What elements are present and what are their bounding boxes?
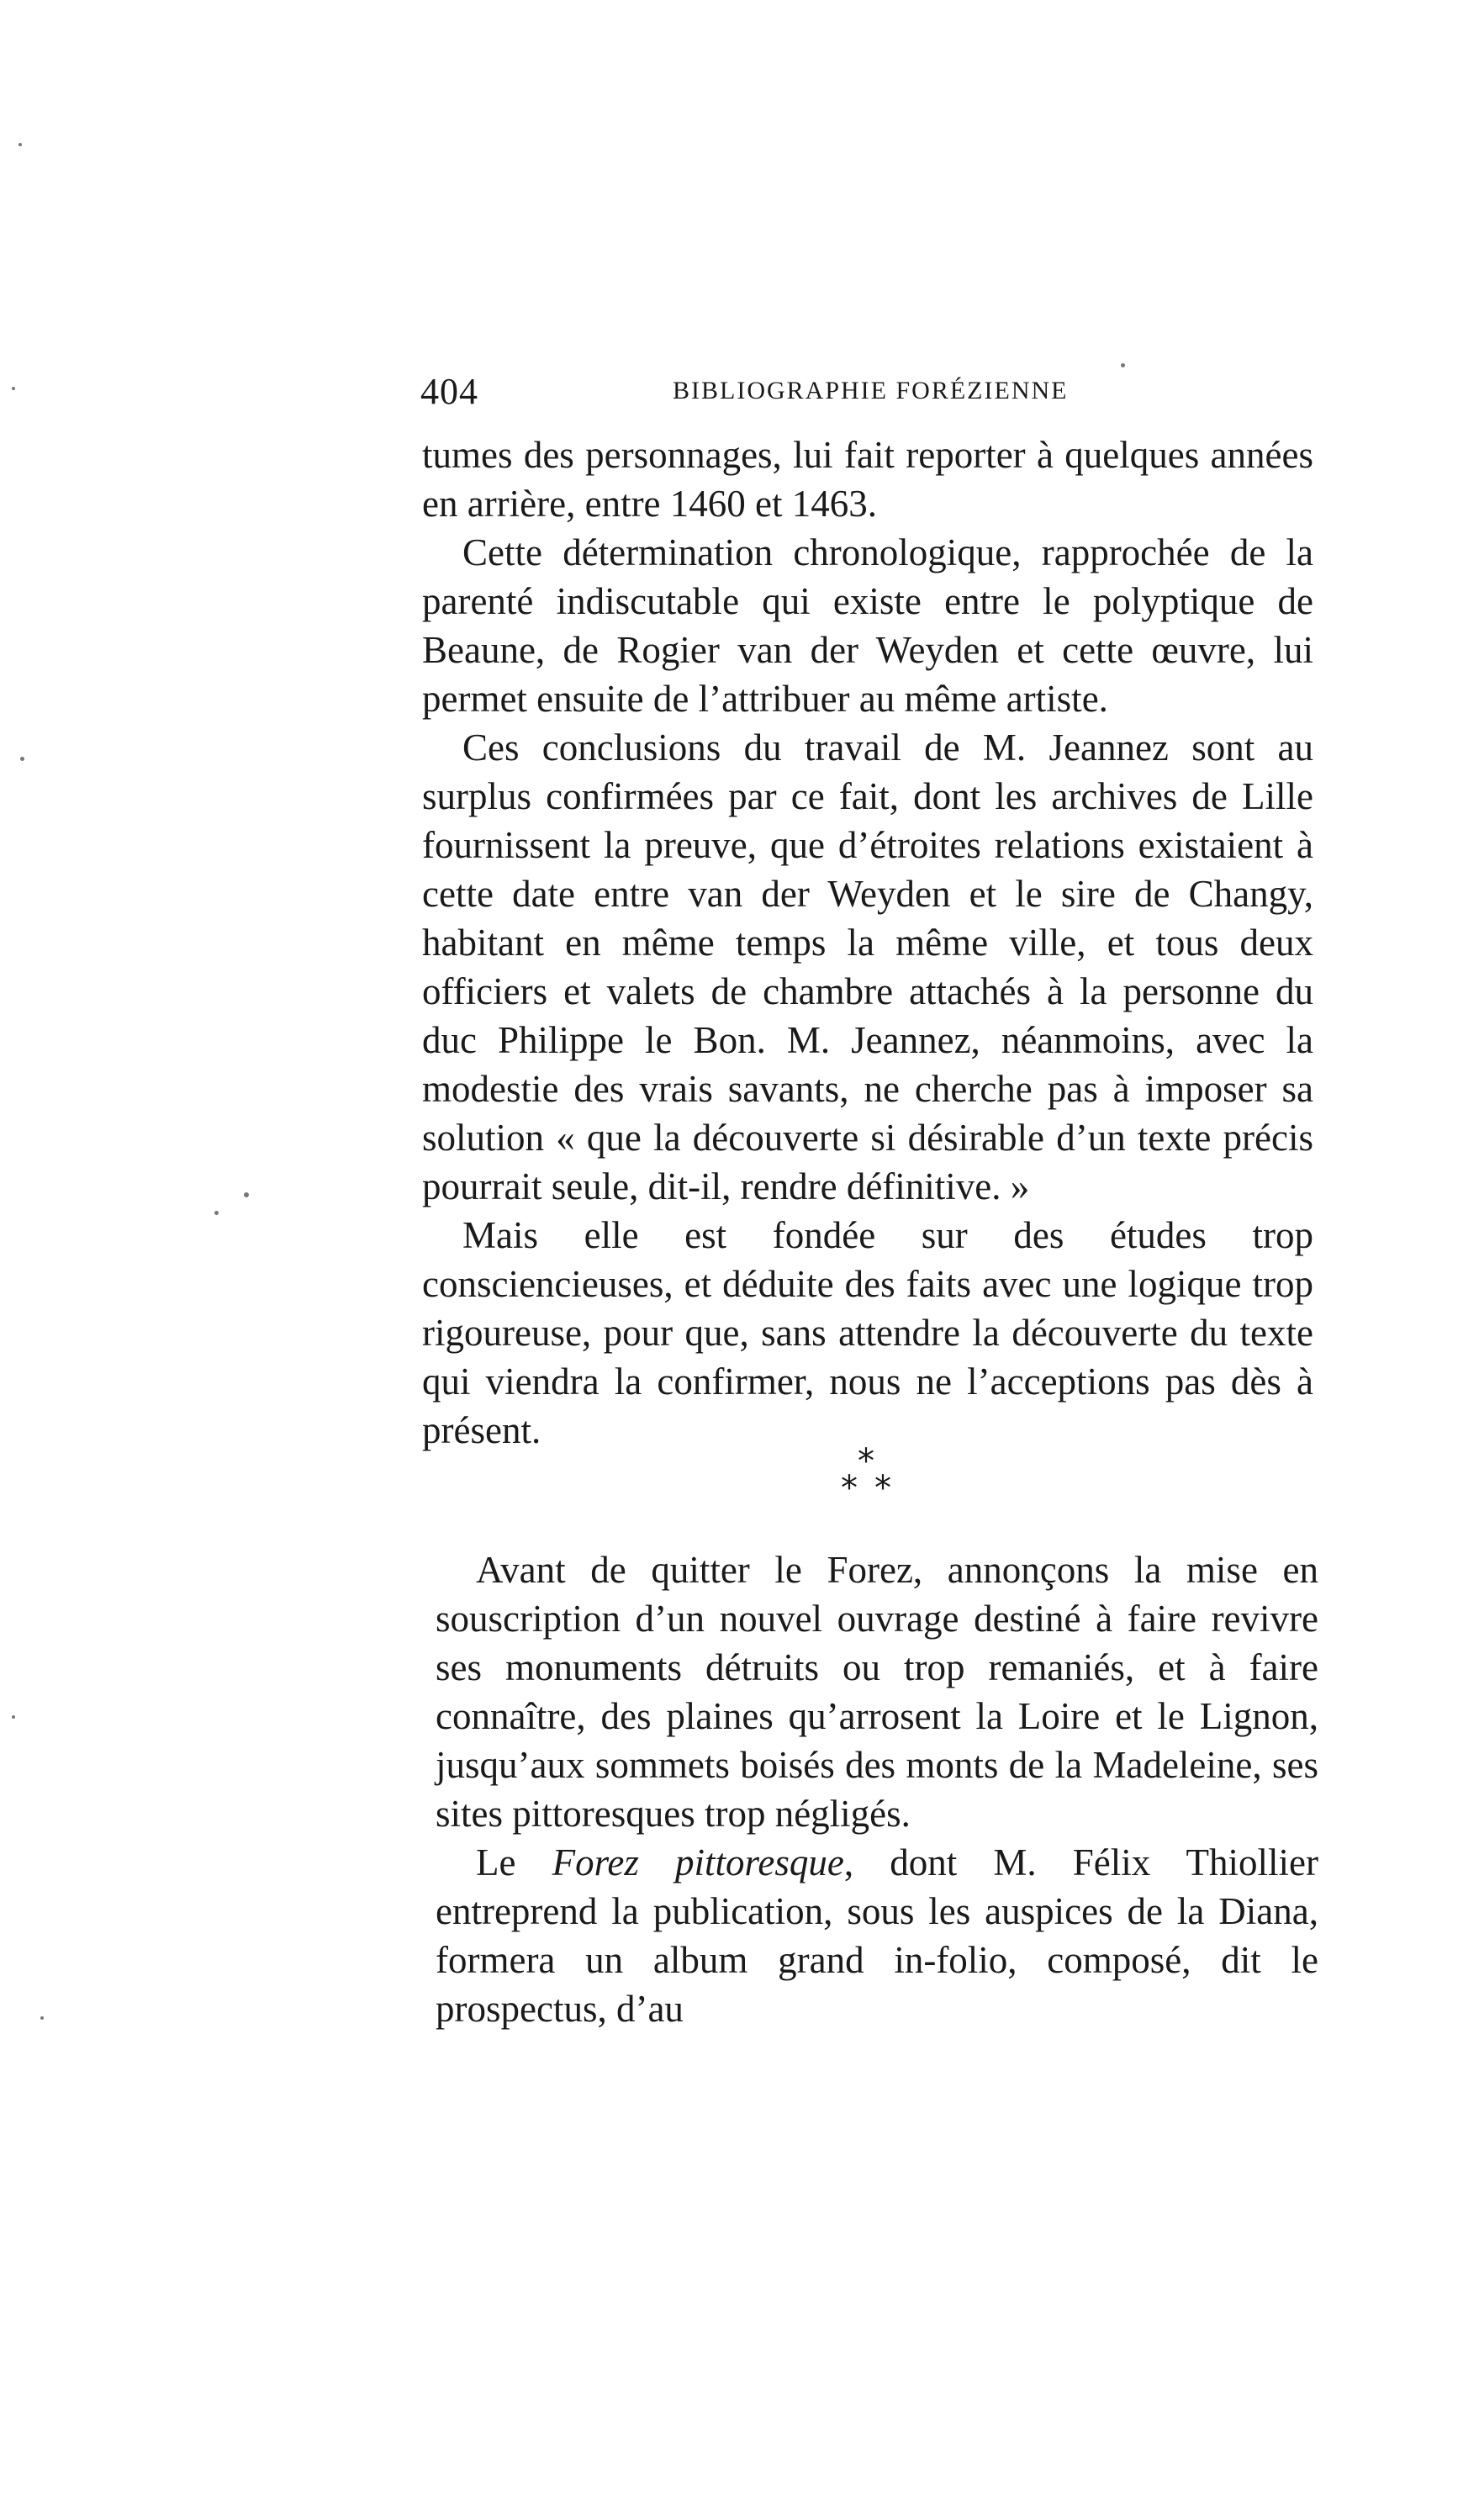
paragraph-forez-announcement: Avant de quitter le Forez, annonçons la mise en souscription d’un nouvel ouvrage destiné à faire revivre ses monuments détruits ou trop remaniés, et à faire connaître, des plaines qu’arrosent la Loire et le Lignon, jusqu’aux sommets boisés des monts de la Madeleine, ses sites pittoresques trop négligés. [436,1549,1318,1835]
asterism-star-bottom-right: * [874,1469,891,1508]
book-title-italic: Forez pittoresque [552,1841,844,1883]
scan-speck [20,757,24,761]
paragraph-rest: , dont M. Félix Thiollier entreprend la publication, sous les auspices de la Diana, formera un album grand in-folio, composé, dit le prospectus, d’au [436,1841,1318,2030]
page-number: 404 [420,371,478,412]
paragraph-acceptance: Mais elle est fondée sur des études trop consciencieuses, et déduite des faits avec une logique trop rigoureuse, pour que, sans attendre la découverte du texte qui viendra la confirmer, nous ne l’acceptions pas dès à présent. [422,1214,1313,1451]
paragraph-forez-pittoresque [436,1838,1318,2033]
paragraph-conclusions: Ces conclusions du travail de M. Jeannez sont au surplus confirmées par ce fait, dont les archives de Lille fournissent la preuve, que d’étroites relations existaient à cette date entre van der Weyden et le sire de Changy, habitant en même temps la même ville, et tous deux officiers et valets de chambre attachés à la personne du duc Philippe le Bon. M. Jeannez, néanmoins, avec la modestie des vrais savants, ne cherche pas à imposer sa solution « que la découverte si désirable d’un texte précis pourrait seule, dit-il, rendre définitive. » [422,726,1313,1207]
scan-speck [40,2016,44,2020]
scan-speck [214,1211,219,1215]
scan-speck [12,1715,15,1719]
running-title: BIBLIOGRAPHIE FORÉZIENNE [673,377,1069,404]
scan-speck [244,1192,249,1197]
scan-speck [18,143,22,146]
paragraph-continuation: tumes des personnages, lui fait reporter à quelques années en arrière, entre 1460 et 1463. [422,434,1313,525]
text-block-upper [422,431,1313,1455]
scan-speck [12,387,15,390]
page-header [420,370,1312,420]
asterism-separator [832,1442,908,1512]
scan-speck [1121,363,1125,367]
asterism-star-top: * [858,1442,874,1481]
paragraph-lead: Le [476,1841,552,1883]
paragraph-chronology: Cette détermination chronologique, rapprochée de la parenté indiscutable qui existe entre le polyptique de Beaune, de Rogier van der Weyden et cette œuvre, lui permet ensuite de l’attribuer au même artiste. [422,531,1313,720]
asterism-star-bottom-left: * [841,1469,858,1508]
text-block-lower [436,1545,1318,2033]
